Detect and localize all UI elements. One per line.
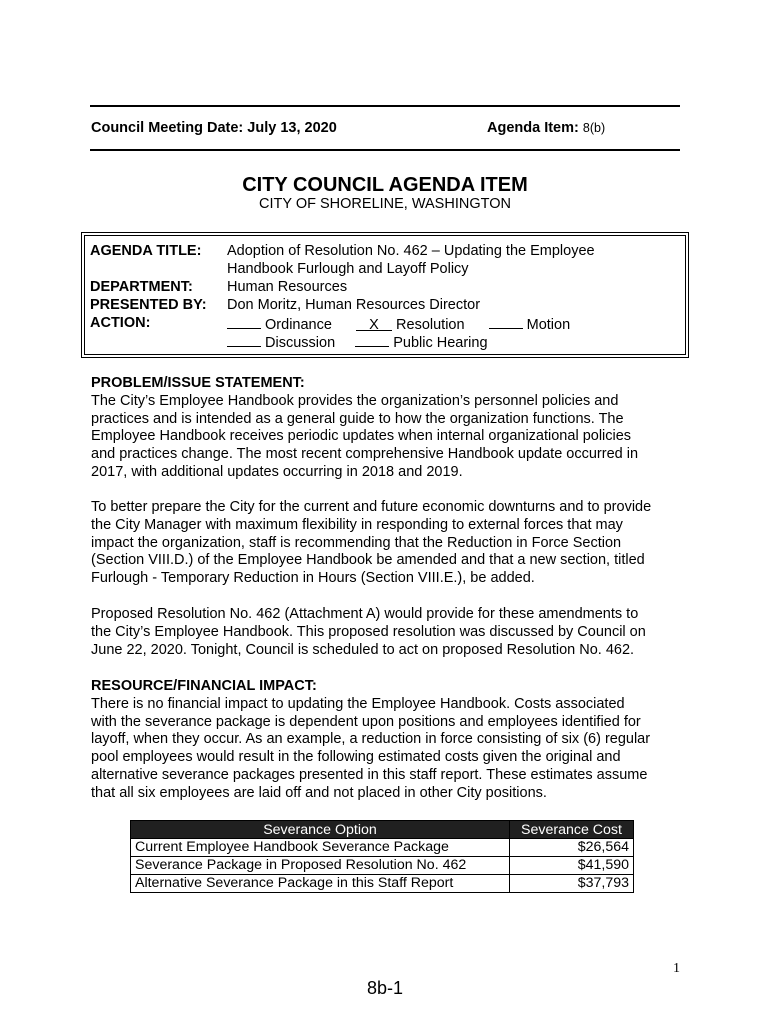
problem-paragraph-3 — [91, 606, 691, 659]
department-label: DEPARTMENT: — [90, 279, 193, 295]
problem-p3-line: Proposed Resolution No. 462 (Attachment A) would provide for these amendments to — [91, 606, 639, 622]
column-header: Severance Option — [131, 821, 510, 839]
presented-by-label: PRESENTED BY: — [90, 297, 207, 313]
agenda-item-line — [487, 120, 605, 136]
action-motion: Motion — [526, 317, 571, 333]
table-cell: $37,793 — [510, 875, 634, 893]
problem-p1-line: Employee Handbook receives periodic updates when internal organizational policies — [91, 428, 632, 445]
action-row-1 — [227, 314, 667, 334]
problem-p3-line: the City’s Employee Handbook. This proposed resolution was discussed by Council on — [91, 623, 646, 640]
agenda-info-box — [84, 235, 686, 355]
ordinance-blank — [227, 314, 261, 329]
column-header: Severance Cost — [510, 821, 634, 839]
action-public-hearing: Public Hearing — [393, 335, 488, 351]
problem-paragraph-2 — [91, 499, 691, 588]
table-cell: Severance Package in Proposed Resolution No. 462 — [131, 857, 510, 875]
resolution-blank: X — [356, 316, 392, 331]
meeting-date-line — [91, 120, 337, 136]
presented-by-value: Don Moritz, Human Resources Director — [227, 297, 481, 313]
discussion-blank — [227, 332, 261, 347]
resource-heading: RESOURCE/FINANCIAL IMPACT: — [91, 678, 317, 694]
action-resolution: Resolution — [396, 317, 465, 333]
problem-section — [91, 375, 691, 482]
problem-p2-line: (Section VIII.D.) of the Employee Handbook be amended and that a new section, titled — [91, 552, 645, 569]
agenda-title-line1: Adoption of Resolution No. 462 – Updating the Employee — [227, 243, 595, 259]
table-cell: $26,564 — [510, 839, 634, 857]
resource-line: alternative severance packages presented in this staff report. These estimates assume — [91, 766, 648, 783]
page-title: CITY COUNCIL AGENDA ITEM — [242, 174, 528, 196]
problem-heading: PROBLEM/ISSUE STATEMENT: — [91, 375, 305, 391]
resource-line: There is no financial impact to updating the Employee Handbook. Costs associated — [91, 695, 625, 712]
problem-p2-line: Furlough - Temporary Reduction in Hours (Section VIII.E.), be added. — [91, 570, 535, 587]
resource-line: layoff, when they occur. As an example, a reduction in force consisting of six (6) regular — [91, 731, 651, 748]
department-value: Human Resources — [227, 279, 348, 295]
action-row-2 — [227, 332, 667, 352]
severance-table — [130, 820, 634, 893]
problem-p2-line: the City Manager with maximum flexibility in responding to external forces that may — [91, 516, 623, 533]
table-header-row — [131, 821, 634, 839]
agenda-item-label: Agenda Item: — [487, 120, 579, 136]
resource-line: with the severance package is dependent upon positions and employees identified for — [91, 713, 641, 730]
problem-p1-line: The City’s Employee Handbook provides the organization’s personnel policies and — [91, 392, 619, 409]
problem-p3-line: June 22, 2020. Tonight, Council is scheduled to act on proposed Resolution No. 462. — [91, 641, 635, 658]
table-row — [131, 875, 634, 893]
public-hearing-blank — [355, 332, 389, 347]
meeting-date-label: Council Meeting Date: — [91, 120, 244, 136]
table-row — [131, 839, 634, 857]
page-subtitle: CITY OF SHORELINE, WASHINGTON — [259, 196, 511, 212]
action-label: ACTION: — [90, 315, 151, 331]
problem-p1-line: 2017, with additional updates occurring in 2018 and 2019. — [91, 463, 463, 480]
resource-section — [91, 678, 691, 803]
agenda-item-value: 8(b) — [582, 121, 606, 135]
footer-page-code: 8b-1 — [366, 978, 404, 998]
agenda-title-line2: Handbook Furlough and Layoff Policy — [227, 261, 469, 277]
action-ordinance: Ordinance — [265, 317, 332, 333]
page-number: 1 — [673, 961, 680, 976]
problem-p2-line: impact the organization, staff is recommending that the Reduction in Force Section — [91, 534, 622, 551]
action-discussion: Discussion — [265, 335, 336, 351]
resource-line: that all six employees are laid off and not placed in other City positions. — [91, 784, 547, 801]
problem-p1-line: and practices change. The most recent comprehensive Handbook update occurred in — [91, 446, 639, 463]
problem-p1-line: practices and is intended as a general guide to how the organization functions. The — [91, 410, 624, 427]
table-cell: $41,590 — [510, 857, 634, 875]
motion-blank — [489, 314, 523, 329]
table-cell: Alternative Severance Package in this Staff Report — [131, 875, 510, 893]
problem-p2-line: To better prepare the City for the current and future economic downturns and to provide — [91, 499, 652, 515]
header-rule — [90, 149, 680, 151]
table-cell: Current Employee Handbook Severance Package — [131, 839, 510, 857]
resource-line: pool employees would result in the following estimated costs given the original and — [91, 749, 621, 766]
meeting-date: July 13, 2020 — [247, 120, 337, 136]
top-rule — [90, 105, 680, 107]
agenda-title-label: AGENDA TITLE: — [90, 243, 202, 259]
table-row — [131, 857, 634, 875]
